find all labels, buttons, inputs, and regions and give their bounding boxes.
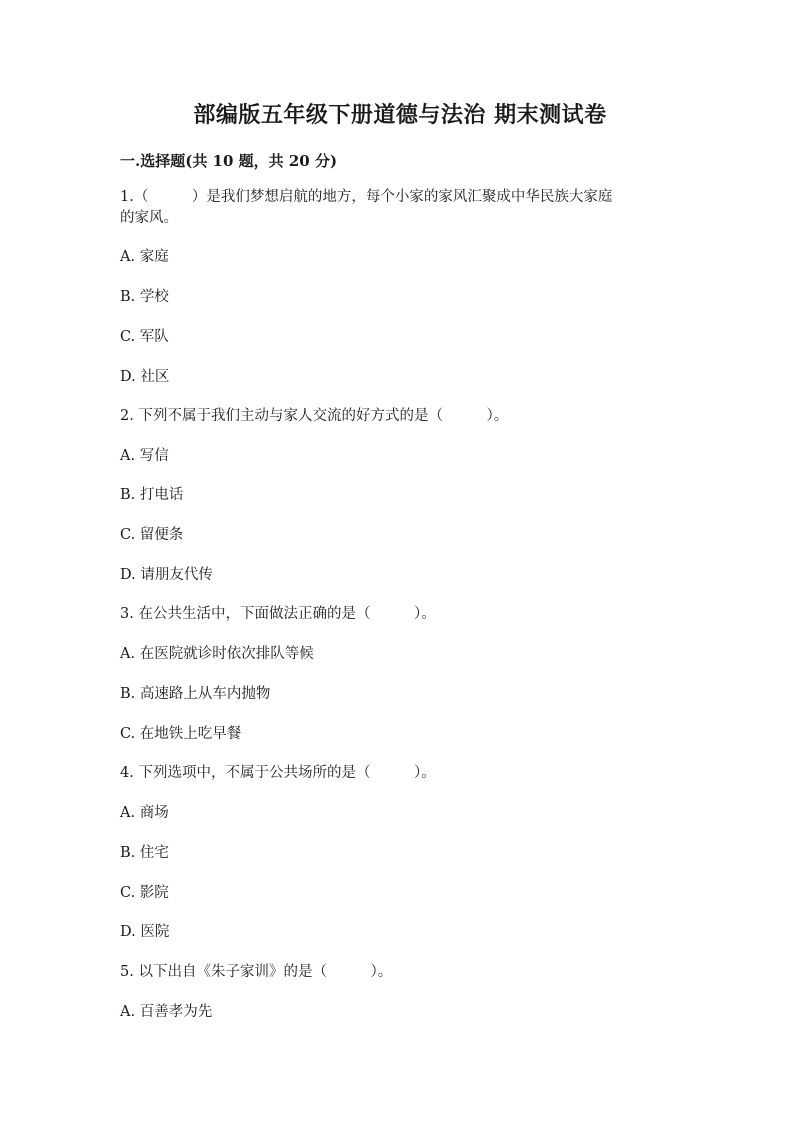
- page-title: 部编版五年级下册道德与法治 期末测试卷: [193, 102, 607, 128]
- question-3-option-b: B. 高速路上从车内抛物: [120, 686, 271, 702]
- question-3-stem: 3. 在公共生活中，下面做法正确的是（ ）。: [120, 606, 436, 622]
- question-3-option-a: A. 在医院就诊时依次排队等候: [120, 646, 314, 662]
- question-5-option-a: A. 百善孝为先: [120, 1004, 213, 1020]
- question-4-stem: 4. 下列选项中，不属于公共场所的是（ ）。: [120, 765, 436, 781]
- question-1-option-b: B. 学校: [120, 289, 169, 305]
- question-5-stem: 5. 以下出自《朱子家训》的是（ ）。: [120, 964, 393, 980]
- question-2-option-a: A. 写信: [120, 448, 169, 464]
- question-1-option-a: A. 家庭: [120, 249, 169, 265]
- question-1-option-c: C. 军队: [120, 329, 169, 345]
- question-2-option-b: B. 打电话: [120, 487, 184, 503]
- question-4-option-b: B. 住宅: [120, 845, 169, 861]
- question-3-option-c: C. 在地铁上吃早餐: [120, 726, 242, 742]
- question-4-option-a: A. 商场: [120, 805, 169, 821]
- question-1-stem-continued: 的家风。: [120, 210, 178, 226]
- question-2-stem: 2. 下列不属于我们主动与家人交流的好方式的是（ ）。: [120, 408, 509, 424]
- question-2-option-d: D. 请朋友代传: [120, 567, 213, 583]
- question-4-option-c: C. 影院: [120, 885, 169, 901]
- section-heading: 一.选择题(共 10 题，共 20 分): [120, 152, 338, 170]
- question-4-option-d: D. 医院: [120, 924, 170, 940]
- question-1-stem: 1.（ ）是我们梦想启航的地方，每个小家的家风汇聚成中华民族大家庭: [120, 189, 613, 205]
- question-1-option-d: D. 社区: [120, 369, 170, 385]
- question-2-option-c: C. 留便条: [120, 527, 184, 543]
